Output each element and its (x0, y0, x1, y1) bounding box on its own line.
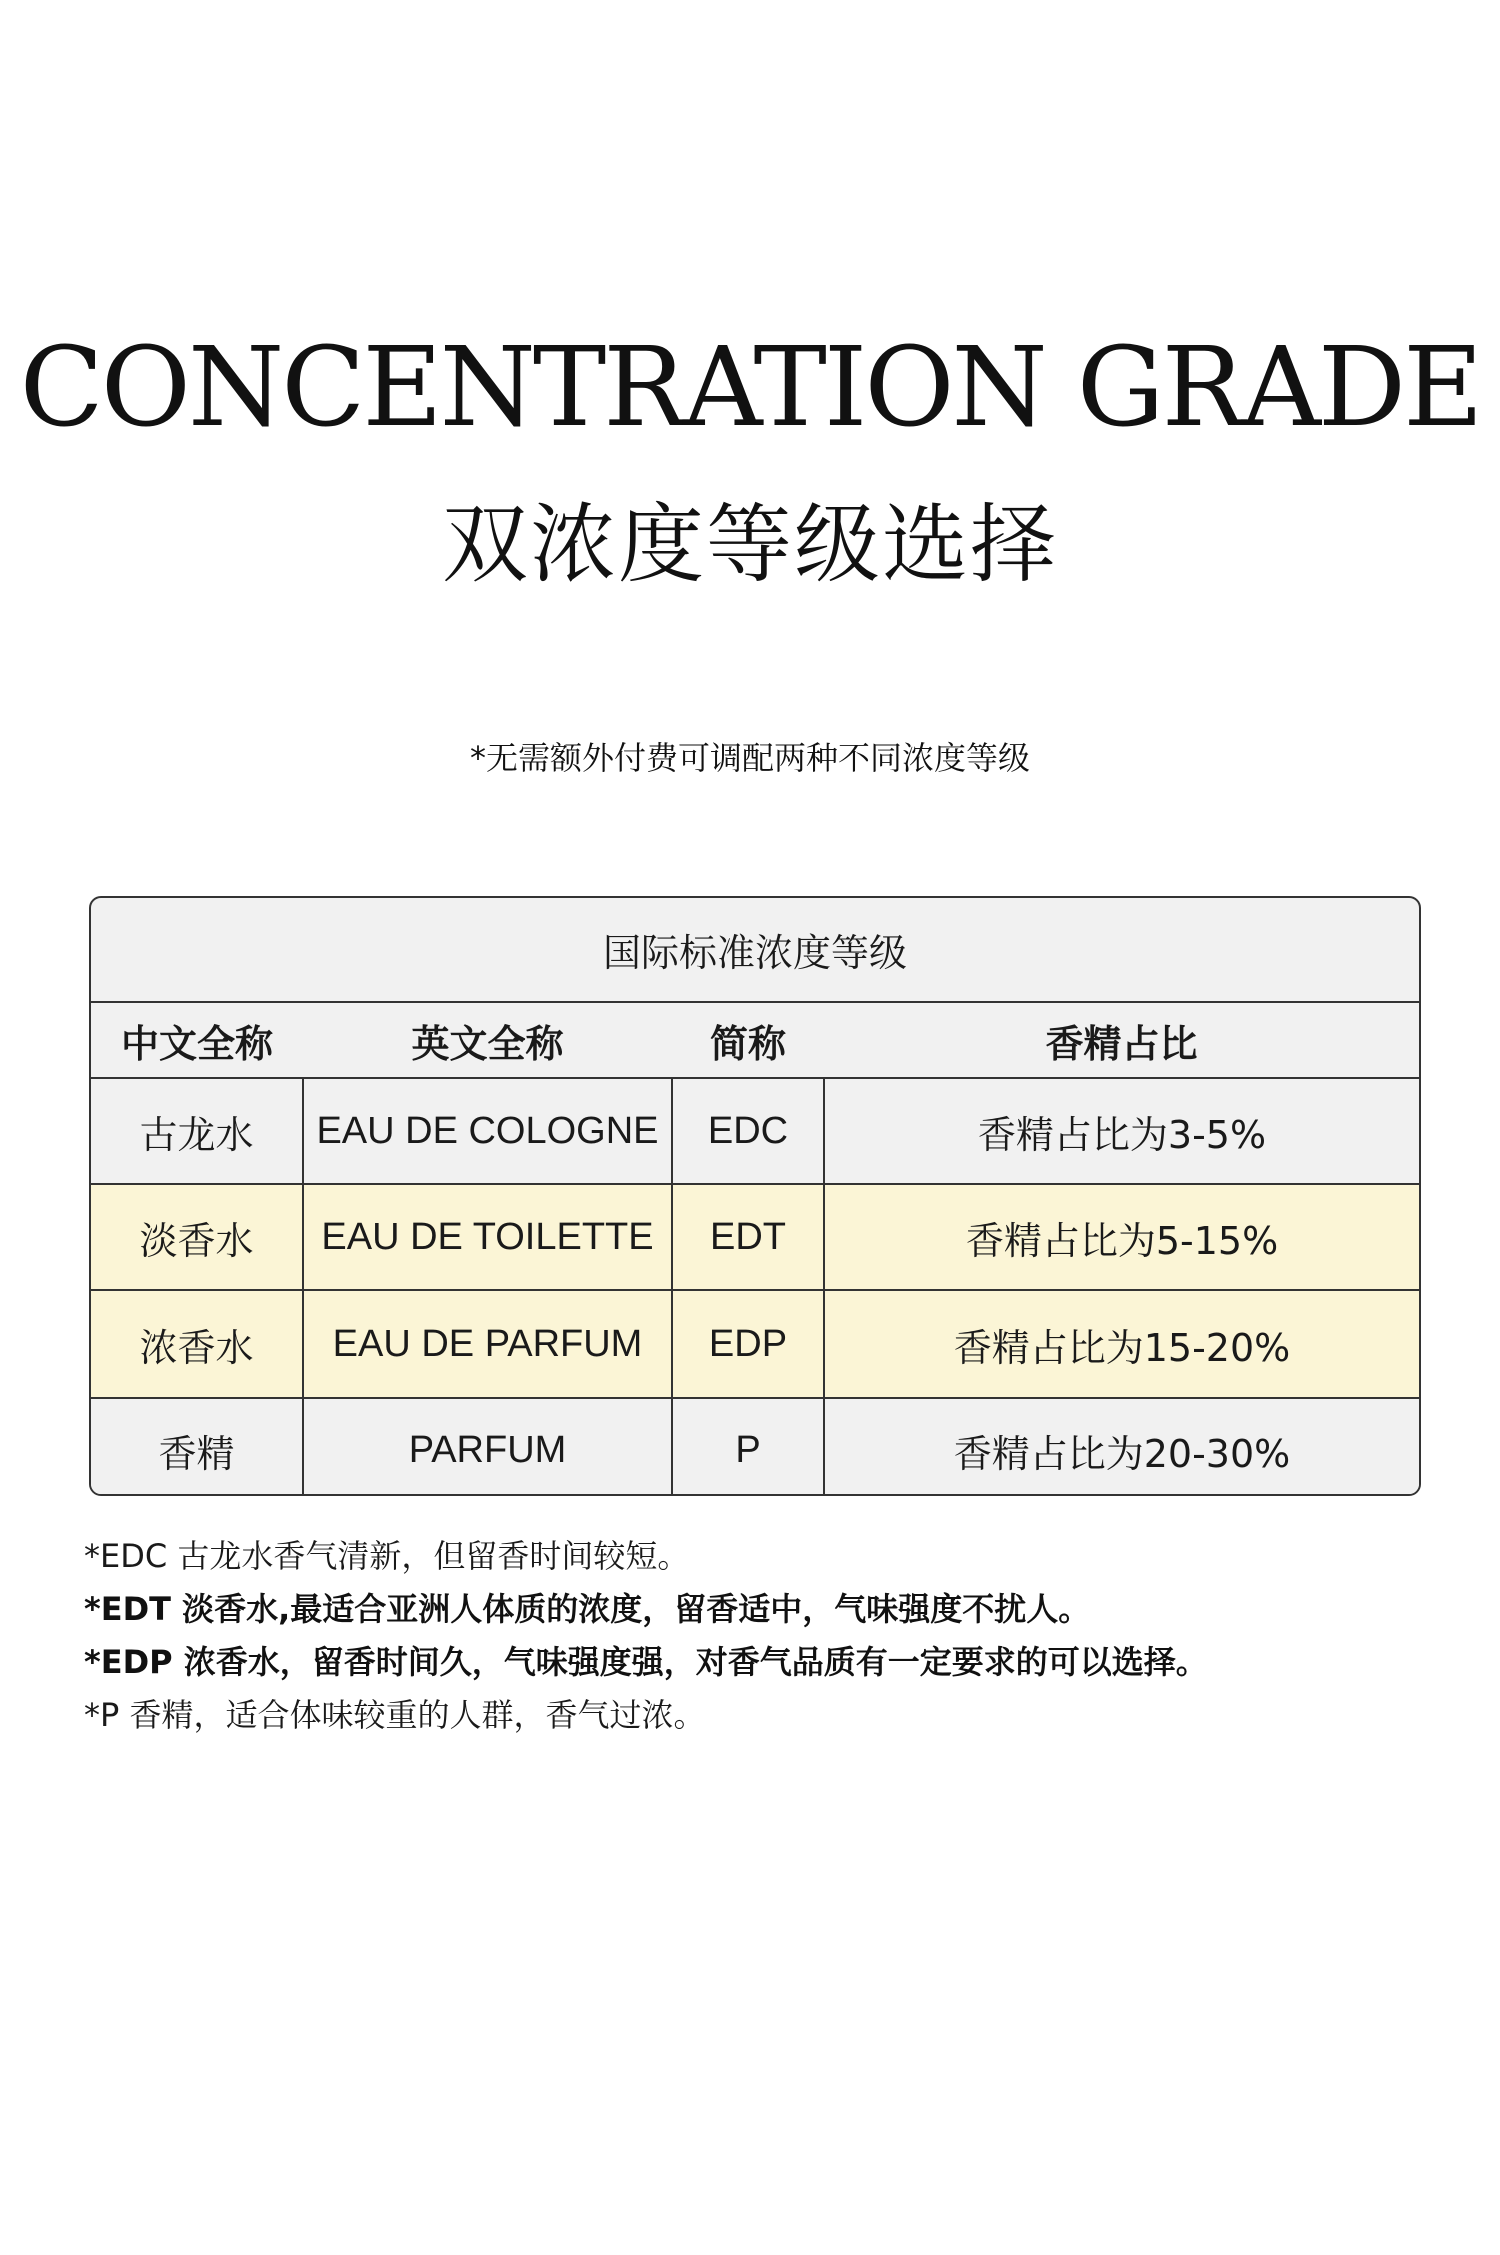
cell-en-name: EAU DE PARFUM (303, 1290, 672, 1398)
page-title-en: CONCENTRATION GRADE (19, 323, 1481, 451)
column-header-cn-name: 中文全称 (91, 1002, 303, 1078)
cell-cn-name: 淡香水 (91, 1184, 303, 1290)
table-caption: 国际标准浓度等级 (91, 898, 1419, 1002)
table-row (91, 1290, 1419, 1398)
cell-ratio: 香精占比为3-5% (824, 1078, 1419, 1184)
cell-ratio: 香精占比为5-15% (824, 1184, 1419, 1290)
concentration-table (89, 896, 1421, 1496)
footnotes (84, 1530, 1444, 1742)
footnote-edc: *EDC 古龙水香气清新，但留香时间较短。 (84, 1537, 690, 1575)
column-header-abbr: 简称 (672, 1002, 824, 1078)
table-row (91, 1184, 1419, 1290)
cell-ratio: 香精占比为20-30% (824, 1398, 1419, 1496)
column-header-en-name: 英文全称 (303, 1002, 672, 1078)
column-header-ratio: 香精占比 (824, 1002, 1419, 1078)
cell-en-name: EAU DE COLOGNE (303, 1078, 672, 1184)
table-row (91, 1398, 1419, 1496)
cell-ratio: 香精占比为15-20% (824, 1290, 1419, 1398)
top-note: *无需额外付费可调配两种不同浓度等级 (469, 739, 1030, 777)
cell-abbr: P (672, 1398, 824, 1496)
page-title-cn: 双浓度等级选择 (442, 495, 1058, 595)
footnote-edt: *EDT 淡香水,最适合亚洲人体质的浓度，留香适中，气味强度不扰人。 (84, 1590, 1091, 1628)
cell-cn-name: 古龙水 (91, 1078, 303, 1184)
cell-cn-name: 香精 (91, 1398, 303, 1496)
cell-en-name: EAU DE TOILETTE (303, 1184, 672, 1290)
table-row (91, 1078, 1419, 1184)
footnote-p: *P 香精，适合体味较重的人群，香气过浓。 (84, 1696, 706, 1734)
cell-en-name: PARFUM (303, 1398, 672, 1496)
footnote-edp: *EDP 浓香水，留香时间久，气味强度强，对香气品质有一定要求的可以选择。 (84, 1643, 1208, 1681)
cell-abbr: EDC (672, 1078, 824, 1184)
cell-cn-name: 浓香水 (91, 1290, 303, 1398)
cell-abbr: EDT (672, 1184, 824, 1290)
cell-abbr: EDP (672, 1290, 824, 1398)
